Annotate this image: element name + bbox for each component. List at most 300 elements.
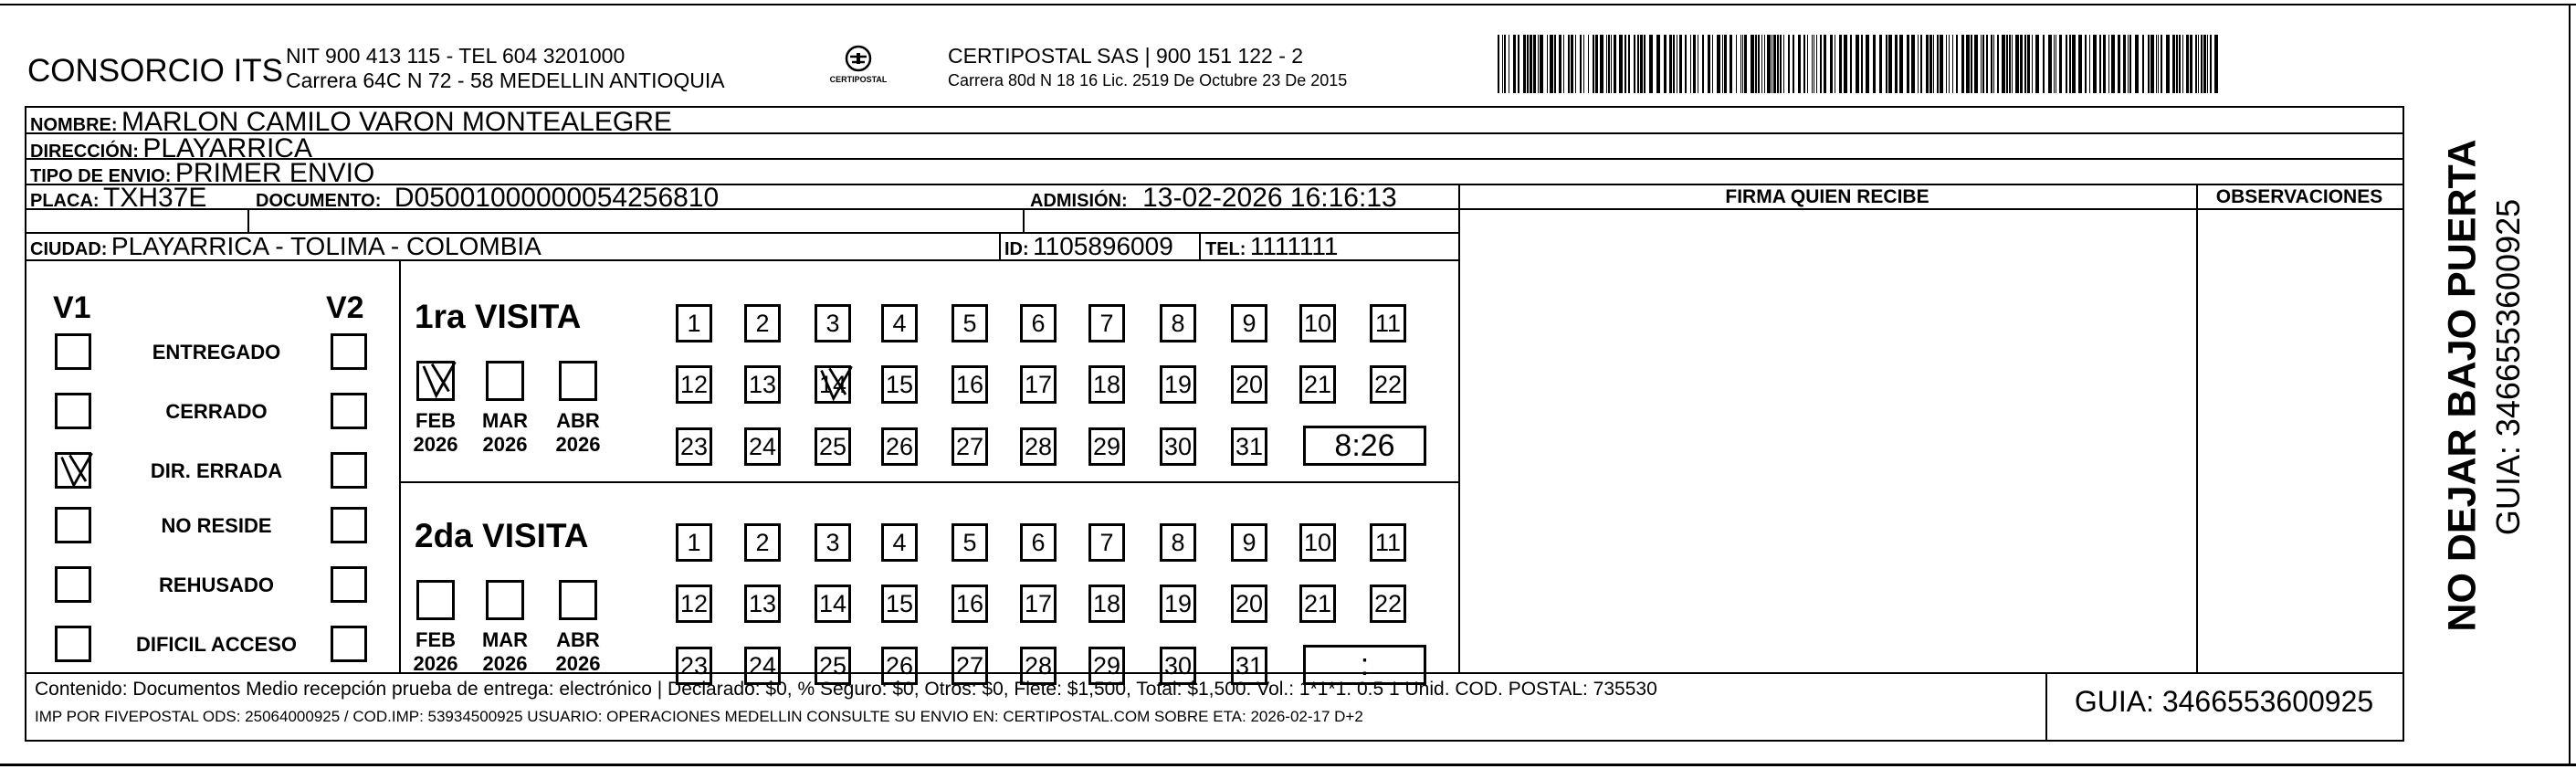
barcode-bar (1664, 35, 1667, 93)
barcode-bar (1624, 35, 1626, 93)
barcode-bar (1693, 35, 1696, 93)
barcode-bar (1920, 35, 1922, 93)
barcode-bar (2099, 35, 2101, 93)
logo-caption: CERTIPOSTAL (829, 75, 888, 84)
day-box[interactable]: 12 (676, 585, 712, 623)
day-box[interactable]: 23 (676, 647, 712, 685)
documento-label: DOCUMENTO: (256, 191, 382, 211)
barcode-bar (2069, 35, 2071, 93)
barcode-bar (1523, 35, 1526, 93)
barcode-bar (1619, 35, 1623, 93)
side-guia-text: GUIA: 3466553600925 (2489, 198, 2527, 536)
barcode-bar (1816, 35, 1817, 93)
day-box[interactable]: 18 (1088, 585, 1125, 623)
certipostal-logo (826, 40, 890, 95)
barcode-bar (1946, 35, 1947, 93)
barcode-bar (1634, 35, 1635, 93)
barcode-bar (2032, 35, 2033, 93)
day-box[interactable]: 2 (744, 304, 781, 342)
day-box[interactable]: 8 (1160, 304, 1196, 342)
barcode-bar (1966, 35, 1970, 93)
barcode-bar (1730, 35, 1732, 93)
day-box[interactable]: 6 (1020, 523, 1057, 562)
day-box[interactable]: 19 (1160, 585, 1196, 623)
day-box[interactable]: 9 (1231, 304, 1267, 342)
v1-checkbox[interactable] (55, 452, 91, 489)
barcode-bar (2108, 35, 2109, 93)
day-box[interactable]: 19 (1160, 365, 1196, 404)
barcode-bar (2129, 35, 2131, 93)
status-label: REHUSADO (159, 574, 274, 596)
barcode-bar (2176, 35, 2178, 93)
barcode-bar (1518, 35, 1519, 93)
top-border (0, 4, 2576, 5)
barcode-bar (1850, 35, 1852, 93)
footer-guia: GUIA: 3466553600925 (2074, 685, 2374, 718)
month-label: FEB 2026 (413, 628, 458, 675)
grid-left-line (25, 106, 26, 742)
barcode-bar (1740, 35, 1741, 93)
barcode-bar (1807, 35, 1808, 93)
barcode-bar (1798, 35, 1801, 93)
day-box[interactable]: 20 (1231, 365, 1267, 404)
barcode-bar (2166, 35, 2170, 93)
carrier-name: CERTIPOSTAL SAS | 900 151 122 - 2 (948, 44, 1304, 68)
barcode-bar (2201, 35, 2203, 93)
barcode-bar (1571, 35, 1573, 93)
barcode-bar (1656, 35, 1660, 93)
id-value: 1105896009 (1033, 232, 1173, 260)
visit-title: 1ra VISITA (415, 298, 582, 335)
day-box[interactable]: 24 (744, 427, 781, 466)
barcode-bar (2006, 35, 2008, 93)
day-box[interactable]: 5 (952, 523, 988, 562)
day-box[interactable]: 13 (744, 365, 781, 404)
tipo-value: PRIMER ENVIO (174, 158, 375, 188)
barcode-bar (2024, 35, 2026, 93)
id-label: ID: (1004, 239, 1029, 259)
barcode-bar (2186, 35, 2189, 93)
month-checkbox[interactable] (486, 361, 524, 401)
day-box[interactable]: 22 (1370, 585, 1406, 623)
barcode-bar (2198, 35, 2199, 93)
barcode-bar (2085, 35, 2087, 93)
month-checkbox[interactable] (486, 580, 524, 620)
barcode-bar (1502, 35, 1503, 93)
barcode-bar (1907, 35, 1909, 93)
barcode-bar (1911, 35, 1915, 93)
barcode-bar (1937, 35, 1939, 93)
day-box[interactable]: 31 (1231, 427, 1267, 466)
day-box[interactable]: 15 (881, 365, 918, 404)
day-box[interactable]: 30 (1160, 427, 1196, 466)
barcode-bar (1751, 35, 1754, 93)
barcode-bar (1899, 35, 1903, 93)
barcode-bar (1608, 35, 1610, 93)
barcode-bar (1961, 35, 1964, 93)
barcode-bar (1563, 35, 1564, 93)
barcode-bar (2059, 35, 2062, 93)
v2-header: V2 (326, 290, 364, 325)
v1-checkbox[interactable] (55, 626, 91, 662)
barcode-bar (1554, 35, 1556, 93)
barcode-bar (1861, 35, 1863, 93)
barcode-bar (1547, 35, 1548, 93)
day-box[interactable]: 10 (1299, 304, 1336, 342)
barcode-bar (1611, 35, 1612, 93)
handwritten-check-icon (815, 364, 856, 405)
day-box[interactable]: 24 (744, 647, 781, 685)
barcode-bar (1744, 35, 1747, 93)
barcode-bar (1575, 35, 1576, 93)
day-box[interactable]: 8 (1160, 523, 1196, 562)
barcode-bar (1690, 35, 1691, 93)
day-box[interactable]: 29 (1088, 427, 1125, 466)
barcode-bar (1717, 35, 1720, 93)
barcode-bar (1997, 35, 1999, 93)
barcode-bar (1982, 35, 1984, 93)
barcode-bar (1929, 35, 1932, 93)
barcode-bar (1685, 35, 1687, 93)
barcode-bar (1830, 35, 1833, 93)
day-box[interactable]: 15 (881, 585, 918, 623)
day-box[interactable]: 3 (815, 304, 851, 342)
barcode-bar (1600, 35, 1603, 93)
day-box[interactable]: 20 (1231, 585, 1267, 623)
tel-cell (1205, 232, 1338, 261)
handwritten-check-icon (56, 451, 96, 491)
barcode-bar (1644, 35, 1645, 93)
month-label: ABR 2026 (555, 628, 601, 675)
month-label: MAR 2026 (481, 409, 529, 456)
barcode-bar (2214, 35, 2218, 93)
barcode-bar (2148, 35, 2150, 93)
placa-cell (30, 183, 206, 214)
direccion-label: DIRECCIÓN: (30, 142, 139, 162)
barcode-bar (2009, 35, 2011, 93)
barcode-bar (1614, 35, 1616, 93)
barcode-bar (1940, 35, 1943, 93)
v1-checkbox[interactable] (55, 333, 91, 370)
barcode-bar (2048, 35, 2052, 93)
day-box[interactable]: 17 (1020, 585, 1057, 623)
nombre-value: MARLON CAMILO VARON MONTEALEGRE (121, 107, 672, 137)
ciudad-cell (30, 232, 541, 261)
barcode-bar (1764, 35, 1765, 93)
v1-checkbox[interactable] (55, 507, 91, 543)
day-box[interactable]: 3 (815, 523, 851, 562)
documento-cell (256, 183, 719, 214)
day-box[interactable]: 18 (1088, 365, 1125, 404)
barcode-bar (1550, 35, 1553, 93)
barcode-bar (1780, 35, 1782, 93)
barcode-bar (1559, 35, 1561, 93)
barcode-bar (1886, 35, 1887, 93)
barcode-bar (1669, 35, 1672, 93)
barcode-bar (1742, 35, 1743, 93)
day-box[interactable]: 6 (1020, 304, 1057, 342)
barcode-bar (1767, 35, 1771, 93)
barcode-bar (2035, 35, 2039, 93)
day-box[interactable]: 26 (881, 647, 918, 685)
day-box[interactable]: 28 (1020, 427, 1057, 466)
day-box[interactable]: 16 (952, 585, 988, 623)
v1-checkbox[interactable] (55, 393, 91, 429)
barcode-bar (2142, 35, 2144, 93)
status-label: DIR. ERRADA (150, 459, 283, 482)
barcode-bar (1568, 35, 1570, 93)
barcode-bar (2135, 35, 2139, 93)
barcode-bar (2158, 35, 2159, 93)
barcode-bar (2111, 35, 2115, 93)
barcode-bar (1788, 35, 1790, 93)
barcode-bar (1888, 35, 1892, 93)
barcode-bar (1640, 35, 1643, 93)
day-box[interactable]: 14 (815, 365, 851, 404)
day-box[interactable]: 1 (676, 523, 712, 562)
barcode-bar (2002, 35, 2005, 93)
day-box[interactable]: 25 (815, 647, 851, 685)
barcode-bar (1755, 35, 1757, 93)
barcode-bar (2093, 35, 2097, 93)
barcode-bar (1949, 35, 1950, 93)
barcode-bar (2103, 35, 2106, 93)
barcode (1498, 35, 2224, 93)
day-box[interactable]: 9 (1231, 523, 1267, 562)
barcode-bar (1879, 35, 1882, 93)
barcode-bar (1866, 35, 1869, 93)
right-border (2569, 4, 2571, 765)
ciudad-value: PLAYARRICA - TOLIMA - COLOMBIA (110, 232, 541, 260)
status-label: NO RESIDE (161, 514, 272, 537)
observaciones-header: OBSERVACIONES (2215, 186, 2383, 207)
month-checkbox[interactable] (416, 580, 455, 620)
barcode-bar (2172, 35, 2175, 93)
barcode-bar (2161, 35, 2162, 93)
ciudad-label: CIUDAD: (30, 239, 108, 259)
footer-imp: IMP POR FIVEPOSTAL ODS: 25064000925 / COD.IMP: 53934500925 USUARIO: OPERACIONES MEDELLIN CONSULTE SU ENVIO EN: CERTIPOSTAL.COM SOBRE ETA: 2026-02-17 D+2 (35, 708, 1363, 725)
barcode-bar (1873, 35, 1876, 93)
barcode-bar (1595, 35, 1598, 93)
status-label: ENTREGADO (152, 341, 281, 363)
barcode-bar (1583, 35, 1584, 93)
barcode-bar (1993, 35, 1994, 93)
footer-contenido: Contenido: Documentos Medio recepción prueba de entrega: electrónico | Declarado: $0, % Seguro: $0, Otros: $0, Flete: $1,500, Total: $1,500. Vol.: 1*1*1. 0.5 1 Unid. COD. POSTAL: 735530 (35, 679, 1657, 700)
v2-checkbox[interactable] (331, 507, 367, 543)
day-box[interactable]: 23 (676, 427, 712, 466)
barcode-bar (1606, 35, 1607, 93)
barcode-bar (1530, 35, 1532, 93)
placa-value: TXH37E (103, 183, 207, 213)
day-box[interactable]: 1 (676, 304, 712, 342)
barcode-bar (1981, 35, 1982, 93)
month-checkbox[interactable] (559, 580, 597, 620)
day-box[interactable]: 14 (815, 585, 851, 623)
barcode-bar (2182, 35, 2183, 93)
day-box[interactable]: 26 (881, 427, 918, 466)
barcode-bar (1956, 35, 1958, 93)
admision-value: 13-02-2026 16:16:13 (1142, 183, 1397, 213)
barcode-bar (2072, 35, 2076, 93)
barcode-bar (2043, 35, 2045, 93)
barcode-bar (2210, 35, 2212, 93)
v1-header: V1 (53, 290, 91, 325)
day-box[interactable]: 2 (744, 523, 781, 562)
month-label: ABR 2026 (555, 409, 601, 456)
barcode-bar (1628, 35, 1630, 93)
barcode-bar (1918, 35, 1919, 93)
barcode-bar (2123, 35, 2126, 93)
visit-title: 2da VISITA (415, 517, 589, 554)
day-box[interactable]: 17 (1020, 365, 1057, 404)
day-box[interactable]: 4 (881, 304, 918, 342)
month-label: MAR 2026 (481, 628, 529, 675)
barcode-bar (2118, 35, 2120, 93)
barcode-bar (1777, 35, 1779, 93)
barcode-bar (2027, 35, 2030, 93)
bottom-border (0, 764, 2576, 766)
barcode-bar (1724, 35, 1727, 93)
day-box[interactable]: 12 (676, 365, 712, 404)
barcode-bar (2190, 35, 2192, 93)
barcode-bar (2195, 35, 2197, 93)
barcode-bar (1637, 35, 1639, 93)
day-box[interactable]: 22 (1370, 365, 1406, 404)
day-box[interactable]: 7 (1088, 304, 1125, 342)
barcode-bar (2012, 35, 2013, 93)
tel-value: 1111111 (1249, 232, 1339, 260)
day-box[interactable]: 13 (744, 585, 781, 623)
v2-checkbox[interactable] (331, 452, 367, 489)
barcode-bar (1708, 35, 1710, 93)
barcode-bar (1773, 35, 1776, 93)
barcode-bar (1839, 35, 1842, 93)
time-box[interactable]: 8:26 (1303, 426, 1426, 466)
day-box[interactable]: 25 (815, 427, 851, 466)
barcode-bar (1679, 35, 1682, 93)
status-label: DIFICIL ACCESO (135, 633, 297, 656)
company-address: Carrera 64C N 72 - 58 MEDELLIN ANTIOQUIA (286, 68, 725, 92)
barcode-bar (1702, 35, 1704, 93)
logo-icon (826, 40, 890, 95)
barcode-bar (1498, 35, 1499, 93)
barcode-bar (1971, 35, 1972, 93)
barcode-bar (1736, 35, 1737, 93)
barcode-bar (1649, 35, 1653, 93)
month-checkbox[interactable] (416, 361, 455, 401)
day-box[interactable]: 30 (1160, 647, 1196, 685)
carrier-address: Carrera 80d N 18 16 Lic. 2519 De Octubre 23 De 2015 (948, 71, 1348, 90)
barcode-bar (1812, 35, 1813, 93)
barcode-bar (1712, 35, 1713, 93)
barcode-bar (1758, 35, 1760, 93)
barcode-bar (1986, 35, 1988, 93)
barcode-bar (1580, 35, 1582, 93)
day-box[interactable]: 29 (1088, 647, 1125, 685)
barcode-bar (1933, 35, 1934, 93)
day-box[interactable]: 11 (1370, 523, 1406, 562)
nombre-label: NOMBRE: (30, 115, 118, 135)
id-cell (1004, 232, 1173, 261)
barcode-bar (2150, 35, 2154, 93)
day-box[interactable]: 21 (1299, 365, 1336, 404)
barcode-bar (1540, 35, 1543, 93)
barcode-bar (1991, 35, 1992, 93)
barcode-bar (1824, 35, 1826, 93)
day-box[interactable]: 21 (1299, 585, 1336, 623)
placa-label: PLACA: (30, 191, 100, 211)
day-box[interactable]: 27 (952, 427, 988, 466)
direccion-value: PLAYARRICA (142, 133, 312, 163)
barcode-bar (2207, 35, 2208, 93)
barcode-bar (2089, 35, 2090, 93)
barcode-bar (2015, 35, 2019, 93)
no-dejar-text: NO DEJAR BAJO PUERTA (2440, 139, 2485, 632)
barcode-bar (1588, 35, 1589, 93)
barcode-bar (1952, 35, 1953, 93)
barcode-bar (1783, 35, 1784, 93)
barcode-bar (1820, 35, 1822, 93)
admision-cell (1030, 183, 1397, 214)
day-box[interactable]: 16 (952, 365, 988, 404)
handwritten-check-icon (417, 360, 459, 402)
barcode-bar (1793, 35, 1794, 93)
barcode-bar (1533, 35, 1536, 93)
v1-checkbox[interactable] (55, 566, 91, 603)
v2-checkbox[interactable] (331, 333, 367, 370)
day-box[interactable]: 10 (1299, 523, 1336, 562)
barcode-bar (1527, 35, 1529, 93)
tipo-label: TIPO DE ENVIO: (30, 166, 172, 186)
barcode-bar (1856, 35, 1859, 93)
barcode-bar (2020, 35, 2023, 93)
v2-checkbox[interactable] (331, 393, 367, 429)
barcode-bar (1722, 35, 1723, 93)
barcode-bar (1538, 35, 1539, 93)
barcode-bar (2066, 35, 2067, 93)
day-box[interactable]: 7 (1088, 523, 1125, 562)
day-box[interactable]: 31 (1231, 647, 1267, 685)
day-box[interactable]: 4 (881, 523, 918, 562)
firma-header: FIRMA QUIEN RECIBE (1725, 186, 1929, 207)
barcode-bar (1504, 35, 1506, 93)
time-box[interactable]: : (1303, 645, 1426, 685)
barcode-bar (1974, 35, 1978, 93)
barcode-bar (2128, 35, 2129, 93)
barcode-bar (2156, 35, 2157, 93)
barcode-bar (1513, 35, 1516, 93)
month-checkbox[interactable] (559, 361, 597, 401)
day-box[interactable]: 5 (952, 304, 988, 342)
barcode-bar (2203, 35, 2206, 93)
company-nit: NIT 900 413 115 - TEL 604 3201000 (286, 44, 626, 68)
barcode-bar (1593, 35, 1594, 93)
tel-label: TEL: (1205, 239, 1246, 259)
barcode-bar (2054, 35, 2055, 93)
month-label: FEB 2026 (413, 409, 458, 456)
barcode-bar (2078, 35, 2082, 93)
barcode-bar (1926, 35, 1929, 93)
day-box[interactable]: 11 (1370, 304, 1406, 342)
barcode-bar (1803, 35, 1805, 93)
day-box[interactable]: 27 (952, 647, 988, 685)
barcode-bar (1895, 35, 1898, 93)
v2-checkbox[interactable] (331, 566, 367, 603)
company-name: CONSORCIO ITS (27, 53, 284, 89)
day-box[interactable]: 28 (1020, 647, 1057, 685)
documento-value: D05001000000054256810 (394, 183, 720, 213)
v2-checkbox[interactable] (331, 626, 367, 662)
